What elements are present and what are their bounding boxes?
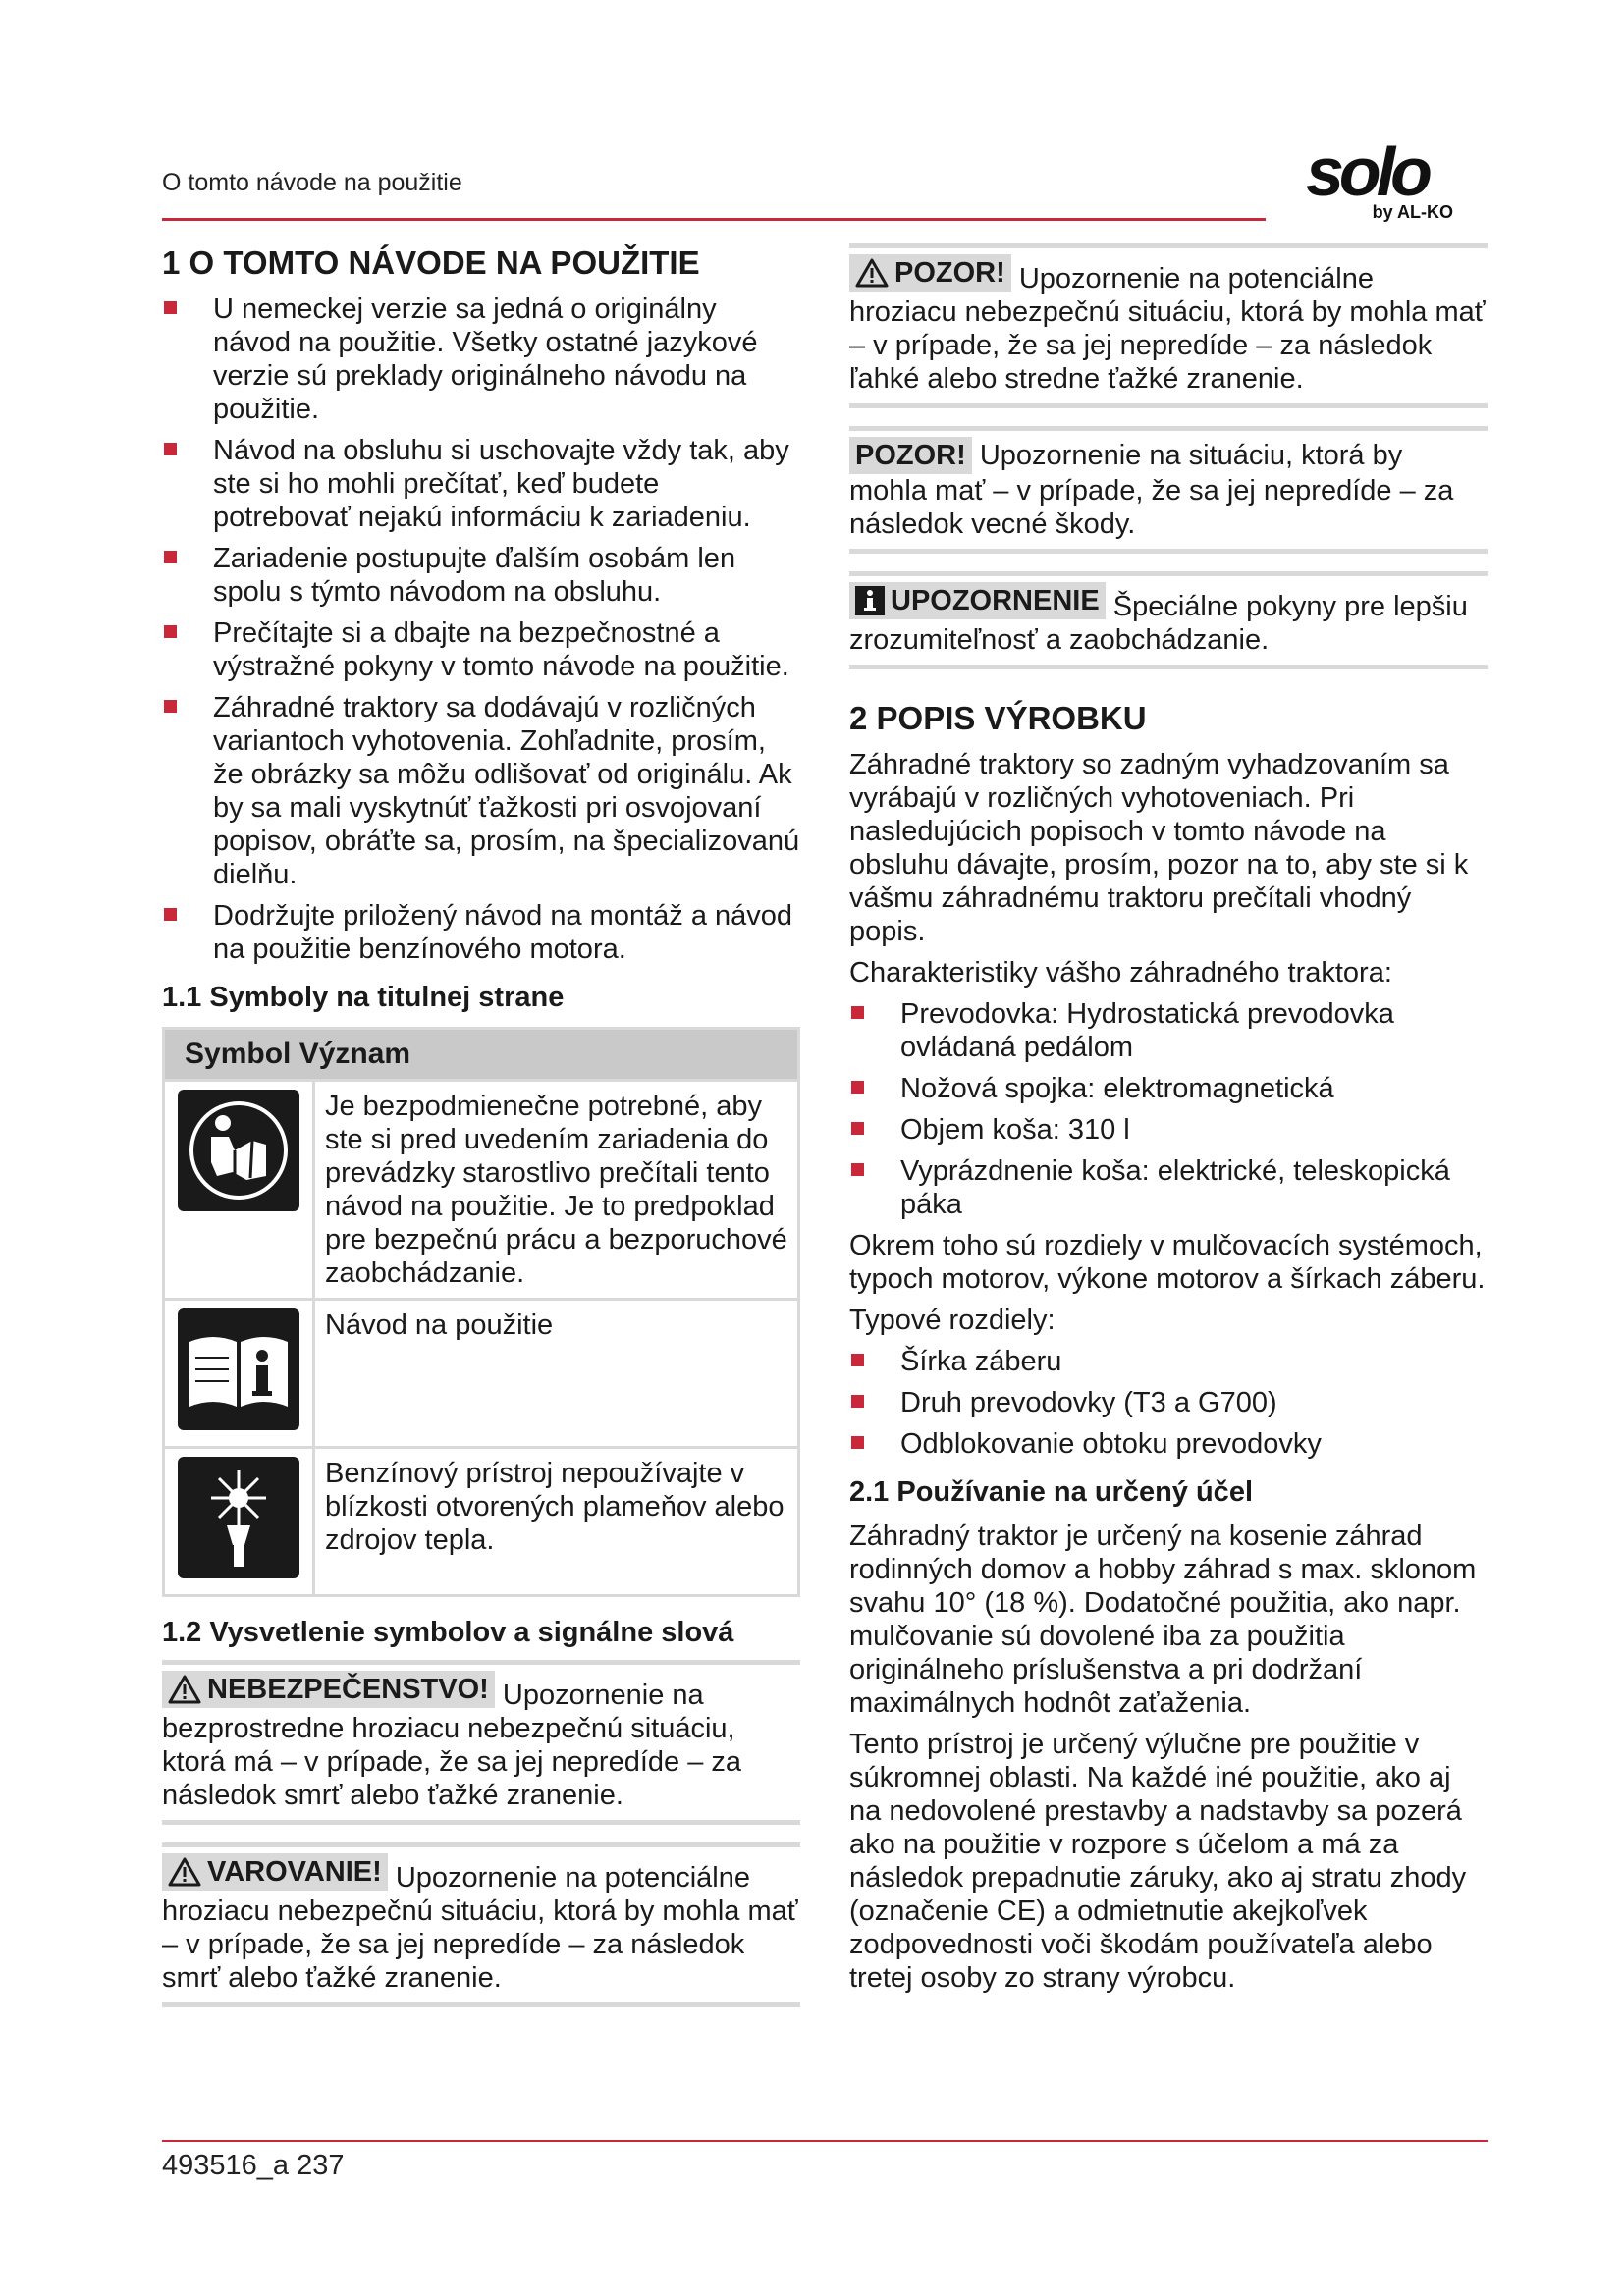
table-row (164, 1081, 799, 1300)
symbol-table (162, 1027, 800, 1597)
signal-keyword: POZOR! (855, 440, 966, 471)
warning-triangle-icon (168, 1857, 201, 1887)
signal-danger (162, 1660, 800, 1825)
no-open-flame-icon (178, 1457, 299, 1578)
list-item: Šírka záberu (849, 1345, 1488, 1378)
features-label: Charakteristiky vášho záhradného traktora: (849, 957, 1392, 988)
signal-text: Upozornenie na potenciálne hroziacu nebezpečnú situáciu, ktorá by mohla mať – v prípade, že sa jej nepredíde – za následok ľahké alebo stredne ťažké zranenie. (849, 263, 1486, 395)
read-manual-icon (178, 1090, 299, 1211)
features-list (849, 997, 1488, 1221)
list-item: Zariadenie postupujte ďalším osobám len spolu s týmto návodom na obsluhu. (162, 542, 800, 609)
list-item: Druh prevodovky (T3 a G700) (849, 1386, 1488, 1419)
section1-title: 1 O TOMTO NÁVODE NA POUŽITIE (162, 244, 700, 281)
signal-keyword: NEBEZPEČENSTVO! (207, 1674, 489, 1705)
section1-bullets (162, 293, 800, 966)
types-list (849, 1345, 1488, 1461)
symbol-meaning: Návod na použitie (314, 1300, 799, 1448)
signal-keyword: UPOZORNENIE (891, 585, 1100, 616)
manual-info-icon (178, 1308, 299, 1430)
list-item: Odblokovanie obtoku prevodovky (849, 1427, 1488, 1461)
info-icon (855, 586, 885, 615)
symbol-meaning: Je bezpodmienečne potrebné, aby ste si pred uvedením zariadenia do prevádzky starostlivo prečítali tento návod na použitie. Je to predpoklad pre bezpečnú prácu a bezporuchové zaobchádzanie. (314, 1081, 799, 1300)
signal-text: Upozornenie na situáciu, ktorá by mohla mať – v prípade, že sa jej nepredíde – za následok vecné škody. (849, 440, 1454, 540)
intended-use-p2: Tento prístroj je určený výlučne pre použitie v súkromnej oblasti. Na každé iné použitie, ako aj na nedovolené prestavby a nadstavby sa pozerá ako na použitie v rozpore s účelom a má za následok prepadnutie záruky, ako aj stratu zhody (označenie CE) a odmietnutie akejkoľvek zodpovednosti voči škodám používateľa alebo tretej osoby zo strany výrobcu. (849, 1729, 1467, 1994)
symbol-meaning: Benzínový prístroj nepoužívajte v blízkosti otvorených plameňov alebo zdrojov tepla. (314, 1448, 799, 1596)
signal-text: Špeciálne pokyny pre lepšiu zrozumiteľnosť a zaobchádzanie. (849, 591, 1468, 656)
list-item: Návod na obsluhu si uschovajte vždy tak, aby ste si ho mohli prečítať, keď budete potrebovať nejakú informáciu k zariadeniu. (162, 434, 800, 534)
right-column (849, 243, 1488, 2002)
warning-triangle-icon (168, 1675, 201, 1704)
section1-2-title: 1.2 Vysvetlenie symbolov a signálne slová (162, 1617, 734, 1648)
list-item: Dodržujte priložený návod na montáž a návod na použitie benzínového motora. (162, 899, 800, 966)
running-title: O tomto návode na použitie (162, 169, 462, 196)
list-item: Vyprázdnenie koša: elektrické, teleskopická páka (849, 1154, 1488, 1221)
section2-1-title: 2.1 Používanie na určený účel (849, 1476, 1253, 1508)
list-item: Objem koša: 310 l (849, 1113, 1488, 1147)
signal-keyword: VAROVANIE! (207, 1856, 382, 1888)
differences-text: Okrem toho sú rozdiely v mulčovacích systémoch, typoch motorov, výkone motorov a šírkach záberu. (849, 1230, 1486, 1295)
page-number: 493516_a 237 (162, 2150, 345, 2181)
table-row (164, 1448, 799, 1596)
table-row (164, 1300, 799, 1448)
list-item: Prečítajte si a dbajte na bezpečnostné a výstražné pokyny v tomto návode na použitie. (162, 616, 800, 683)
signal-text: Upozornenie na bezprostredne hroziacu nebezpečnú situáciu, ktorá má – v prípade, že sa jej nepredíde – za následok smrť alebo ťažké zranenie. (162, 1680, 742, 1811)
type-label: Typové rozdiely: (849, 1305, 1056, 1336)
list-item: Prevodovka: Hydrostatická prevodovka ovládaná pedálom (849, 997, 1488, 1064)
intended-use-p1: Záhradný traktor je určený na kosenie záhrad rodinných domov a hobby záhrad s max. sklonom svahu 10° (18 %). Dodatočné použitia, ako napr. mulčovanie sú dovolené iba za použitia originálneho príslušenstva a pri dodržaní maximálnych hodnôt zaťaženia. (849, 1521, 1477, 1719)
table-header: Symbol Význam (164, 1029, 799, 1081)
logo-text: solo (1306, 133, 1428, 210)
header-rule (162, 218, 1266, 221)
logo-sub: by AL-KO (1372, 202, 1453, 222)
warning-triangle-icon (855, 258, 889, 288)
signal-keyword: POZOR! (894, 257, 1005, 289)
signal-notice (849, 571, 1488, 669)
list-item: Záhradné traktory sa dodávajú v rozličných variantoch vyhotovenia. Zohľadnite, prosím, že obrázky sa môžu odlišovať od originálu. Ak by sa mali vyskytnúť ťažkosti pri osvojovaní popisov, obráťte sa, prosím, na špecializovanú dielňu. (162, 691, 800, 891)
signal-property-damage (849, 426, 1488, 554)
list-item: U nemeckej verzie sa jedná o originálny návod na použitie. Všetky ostatné jazykové verzie sú preklady originálneho návodu na použitie. (162, 293, 800, 426)
footer-rule (162, 2140, 1488, 2142)
signal-warning (162, 1842, 800, 2007)
section2-intro: Záhradné traktory so zadným vyhadzovaním sa vyrábajú v rozličných vyhotoveniach. Pri nasledujúcich popisoch v tomto návode na obsluhu dávajte, prosím, pozor na to, aby ste si k vášmu záhradnému traktoru prečítali vhodný popis. (849, 749, 1469, 947)
list-item: Nožová spojka: elektromagnetická (849, 1072, 1488, 1105)
left-column (162, 243, 800, 2025)
brand-logo (1306, 133, 1463, 236)
section2-title: 2 POPIS VÝROBKU (849, 700, 1147, 736)
signal-text: Upozornenie na potenciálne hroziacu nebezpečnú situáciu, ktorá by mohla mať – v prípade, že sa jej nepredíde – za následok smrť alebo ťažké zranenie. (162, 1862, 798, 1994)
section1-1-title: 1.1 Symboly na titulnej strane (162, 982, 565, 1013)
signal-caution (849, 243, 1488, 408)
